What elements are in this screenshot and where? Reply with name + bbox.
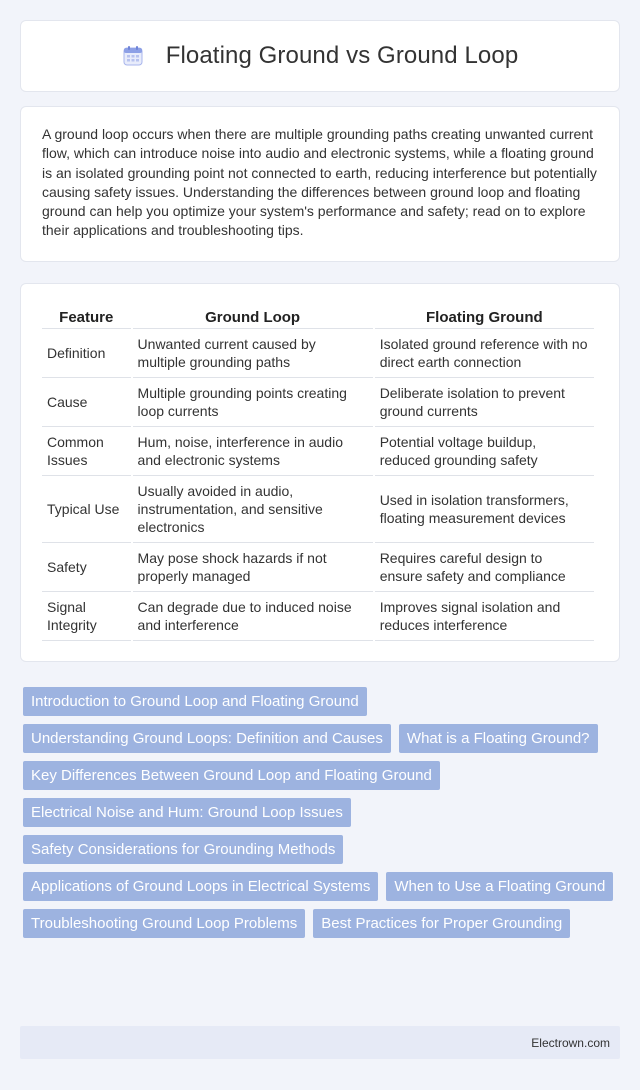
table-row [42, 427, 594, 476]
row-ground-loop: Usually avoided in audio, instrumentation, and sensitive electronics [133, 476, 373, 543]
topic-tags [23, 687, 623, 938]
tag-key-differences[interactable]: Key Differences Between Ground Loop and Floating Ground [23, 761, 440, 790]
footer-brand: Electrown.com [531, 1035, 610, 1050]
tag-applications[interactable]: Applications of Ground Loops in Electrical Systems [23, 872, 378, 901]
comparison-table-card [20, 283, 620, 662]
row-feature: Signal Integrity [42, 592, 131, 641]
table-row [42, 543, 594, 592]
row-floating-ground: Requires careful design to ensure safety and compliance [375, 543, 594, 592]
table-row [42, 592, 594, 641]
tag-best-practices[interactable]: Best Practices for Proper Grounding [313, 909, 570, 938]
comparison-table [40, 304, 596, 641]
tag-safety-considerations[interactable]: Safety Considerations for Grounding Methods [23, 835, 343, 864]
tag-troubleshooting[interactable]: Troubleshooting Ground Loop Problems [23, 909, 305, 938]
row-floating-ground: Deliberate isolation to prevent ground currents [375, 378, 594, 427]
tag-introduction[interactable]: Introduction to Ground Loop and Floating Ground [23, 687, 367, 716]
table-row [42, 329, 594, 378]
table-header-row [42, 304, 594, 329]
tag-what-is-floating-ground[interactable]: What is a Floating Ground? [399, 724, 598, 753]
header-feature: Feature [42, 304, 131, 329]
table-row [42, 378, 594, 427]
row-ground-loop: Multiple grounding points creating loop currents [133, 378, 373, 427]
row-feature: Safety [42, 543, 131, 592]
row-ground-loop: May pose shock hazards if not properly managed [133, 543, 373, 592]
table-row [42, 476, 594, 543]
page-title: Floating Ground vs Ground Loop [165, 42, 519, 69]
intro-card [20, 106, 620, 262]
row-feature: Typical Use [42, 476, 131, 543]
tag-when-to-use[interactable]: When to Use a Floating Ground [386, 872, 613, 901]
tag-electrical-noise[interactable]: Electrical Noise and Hum: Ground Loop Issues [23, 798, 351, 827]
row-feature: Cause [42, 378, 131, 427]
row-feature: Common Issues [42, 427, 131, 476]
row-floating-ground: Improves signal isolation and reduces interference [375, 592, 594, 641]
row-ground-loop: Hum, noise, interference in audio and electronic systems [133, 427, 373, 476]
header-floating-ground: Floating Ground [375, 304, 594, 329]
row-ground-loop: Unwanted current caused by multiple grounding paths [133, 329, 373, 378]
row-ground-loop: Can degrade due to induced noise and interference [133, 592, 373, 641]
row-floating-ground: Used in isolation transformers, floating measurement devices [375, 476, 594, 543]
row-floating-ground: Isolated ground reference with no direct earth connection [375, 329, 594, 378]
header-ground-loop: Ground Loop [133, 304, 373, 329]
row-floating-ground: Potential voltage buildup, reduced grounding safety [375, 427, 594, 476]
footer [20, 1026, 620, 1059]
row-feature: Definition [42, 329, 131, 378]
header-card [20, 20, 620, 92]
intro-text: A ground loop occurs when there are multiple grounding paths creating unwanted current flow, which can introduce noise into audio and electronic systems, while a floating ground is an isolated grounding point not connected to earth, reducing interference but potentially causing safety issues. Understanding the differences between ground loop and floating ground can help you optimize your system's performance and safety; read on to explore their applications and troubleshooting tips. [42, 126, 597, 239]
tag-understanding-ground-loops[interactable]: Understanding Ground Loops: Definition and Causes [23, 724, 391, 753]
calendar-icon [122, 45, 144, 67]
